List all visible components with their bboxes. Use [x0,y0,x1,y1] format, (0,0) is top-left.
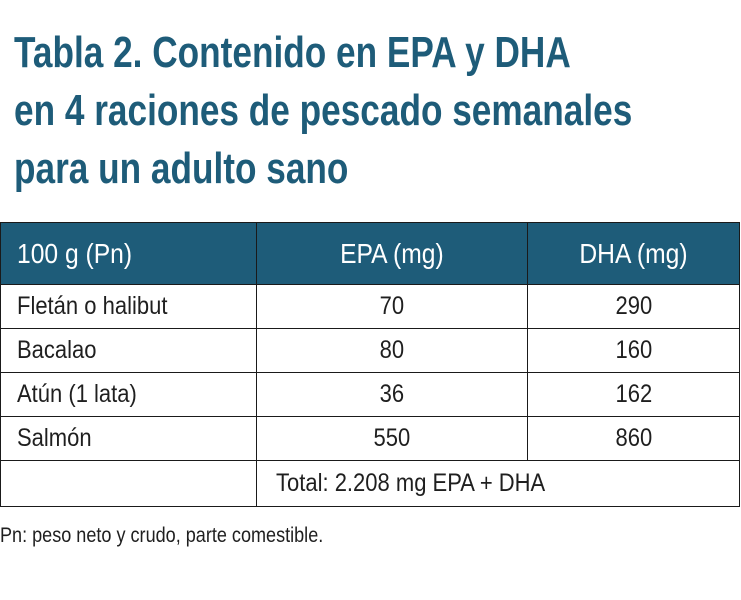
epa-value-cell: 80 [257,329,528,373]
dha-value-cell: 860 [528,417,740,461]
total-row [1,461,740,507]
epa-value-cell: 550 [257,417,528,461]
epa-dha-table [0,222,740,507]
dha-value-cell: 162 [528,373,740,417]
epa-value-cell: 36 [257,373,528,417]
table-row [1,373,740,417]
fish-name-cell: Bacalao [1,329,257,373]
total-cell: Total: 2.208 mg EPA + DHA [257,461,740,507]
title-line-3: para un adulto sano [14,144,349,193]
title-line-2: en 4 raciones de pescado semanales [14,86,633,135]
dha-value-cell: 160 [528,329,740,373]
column-header-dha: DHA (mg) [528,223,740,285]
epa-value-cell: 70 [257,285,528,329]
fish-name-cell: Fletán o halibut [1,285,257,329]
table-row [1,417,740,461]
table-title [14,24,633,198]
table-row [1,285,740,329]
footnote: Pn: peso neto y crudo, parte comestible. [0,524,324,547]
table-header-row [1,223,740,285]
title-line-1: Tabla 2. Contenido en EPA y DHA [14,28,571,77]
column-header-epa: EPA (mg) [257,223,528,285]
total-empty-cell [1,461,257,507]
fish-name-cell: Atún (1 lata) [1,373,257,417]
fish-name-cell: Salmón [1,417,257,461]
table-row [1,329,740,373]
dha-value-cell: 290 [528,285,740,329]
column-header-portion: 100 g (Pn) [1,223,257,285]
